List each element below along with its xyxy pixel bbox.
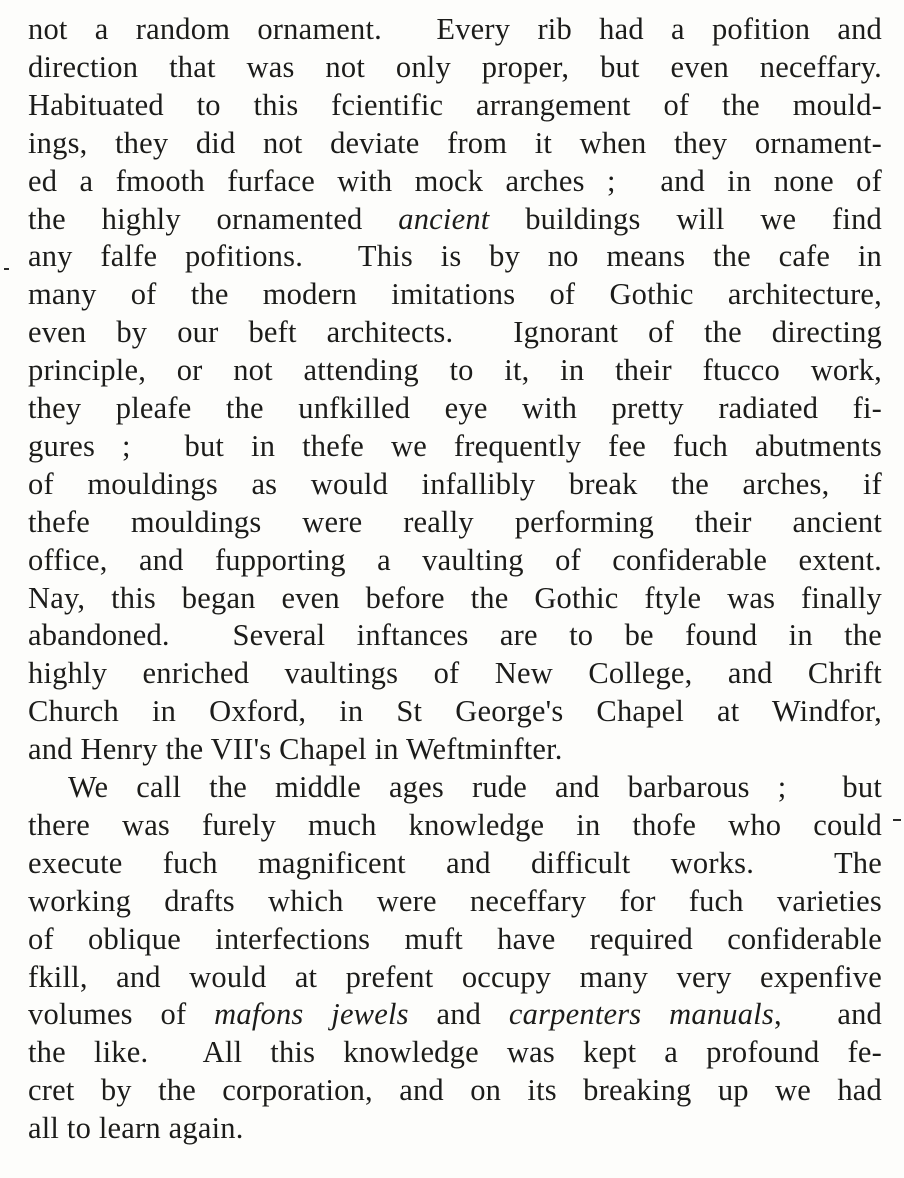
text-line [28, 88, 882, 122]
text-line [28, 922, 882, 956]
text-line [28, 126, 882, 160]
text-segment: direction that was not only proper, but even neceffary. [28, 49, 882, 84]
text-line [28, 808, 882, 842]
text-line [28, 50, 882, 84]
text-segment: Habituated to this fcientific arrangement of the mould- [28, 87, 882, 122]
text-segment: buildings will we find [489, 201, 882, 236]
text-line [28, 1035, 882, 1069]
text-line [28, 884, 882, 918]
text-line [28, 581, 882, 615]
text-segment: fkill, and would at prefent occupy many very expenfive [28, 959, 882, 994]
text-segment: volumes of [28, 997, 215, 1032]
text-line [28, 164, 882, 198]
text-segment: principle, or not attending to it, in their ftucco work, [28, 353, 882, 388]
text-segment: any falfe pofitions. This is by no means the cafe in [28, 239, 882, 274]
text-segment: working drafts which were neceffary for fuch varieties [28, 883, 882, 918]
text-segment: the highly ornamented [28, 201, 399, 236]
text-line [28, 694, 882, 728]
text-line [28, 353, 882, 387]
text-segment: all to learn again. [28, 1111, 244, 1146]
text-line [28, 277, 882, 311]
text-segment: cret by the corporation, and on its breaking up we had [28, 1073, 882, 1108]
text-line [28, 656, 882, 690]
text-segment: gures ; but in thefe we frequently fee fuch abutments [28, 428, 882, 463]
text-line [28, 315, 882, 349]
text-line [28, 960, 882, 994]
cut-off-previous-line [28, 0, 882, 10]
text-segment: , and [773, 997, 882, 1032]
text-segment: they pleafe the unfkilled eye with pretty radiated fi- [28, 391, 882, 425]
text-segment: there was furely much knowledge in thofe who could [28, 807, 882, 842]
text-line [28, 505, 882, 539]
text-line [28, 846, 882, 880]
text-line [28, 1111, 882, 1145]
text-segment: We call the middle ages rude and barbarous ; but [68, 770, 882, 804]
text-line [28, 543, 882, 577]
text-line [68, 770, 882, 804]
text-segment: even by our beft architects. Ignorant of the directing [28, 315, 882, 350]
text-segment: thefe mouldings were really performing their ancient [28, 504, 882, 539]
italic-phrase: mafons jewels [214, 997, 409, 1032]
text-segment: Church in Oxford, in St George's Chapel at Windfor, [28, 694, 882, 729]
text-segment: many of the modern imitations of Gothic architecture, [28, 277, 882, 312]
left-margin-mark [4, 268, 9, 270]
text-segment: the like. All this knowledge was kept a profound fe- [28, 1035, 882, 1070]
text-line [28, 1073, 882, 1107]
text-segment: Nay, this began even before the Gothic ftyle was finally [28, 580, 882, 615]
text-segment: execute fuch magnificent and difficult works. The [28, 845, 882, 880]
text-line [28, 239, 882, 273]
text-segment: office, and fupporting a vaulting of confiderable extent. [28, 542, 882, 577]
right-margin-mark [893, 819, 901, 821]
text-line [28, 732, 882, 766]
text-line [28, 997, 882, 1031]
text-segment: ings, they did not deviate from it when they ornament- [28, 125, 882, 160]
text-line [28, 391, 882, 425]
text-line [28, 618, 882, 652]
text-line [28, 12, 882, 46]
text-segment: of oblique interfections muft have required confiderable [28, 921, 882, 956]
italic-phrase: carpenters manuals [508, 997, 774, 1032]
text-line [28, 202, 882, 236]
text-segment: not a random ornament. Every rib had a pofition and [28, 12, 882, 46]
text-line [28, 467, 882, 501]
text-segment: and Henry the VII's Chapel in Weftminfter. [28, 732, 563, 767]
text-segment: abandoned. Several inftances are to be found in the [28, 618, 882, 653]
italic-phrase: ancient [398, 201, 490, 236]
text-segment: highly enriched vaultings of New College, and Chrift [28, 656, 882, 691]
text-segment: and [408, 997, 509, 1032]
text-segment: ed a fmooth furface with mock arches ; and in none of [28, 163, 882, 198]
text-segment: of mouldings as would infallibly break the arches, if [28, 466, 882, 501]
text-line [28, 429, 882, 463]
